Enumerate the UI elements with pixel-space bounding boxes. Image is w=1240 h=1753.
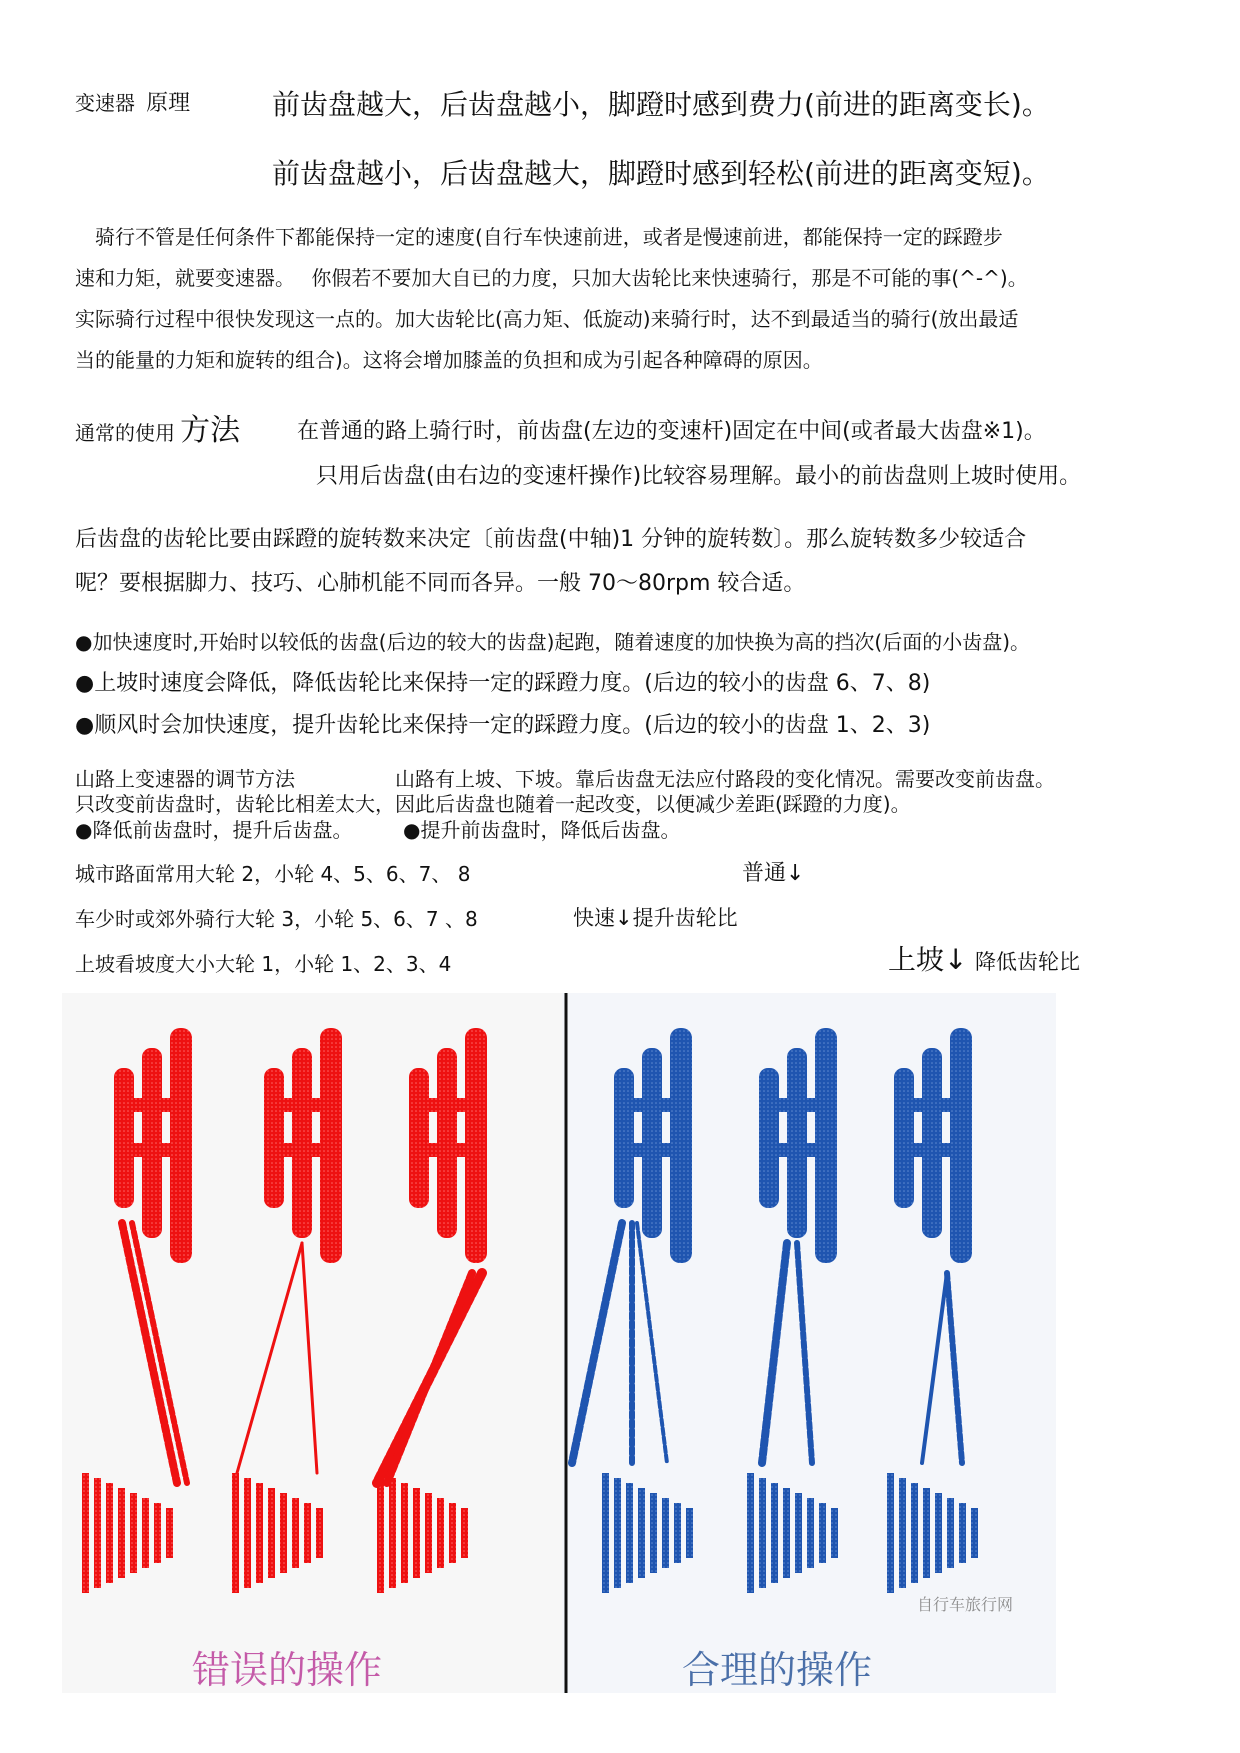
wrong-operation-label: 错误的操作 bbox=[192, 1648, 383, 1692]
usage-line-1: 在普通的路上骑行时，前齿盘(左边的变速杆)固定在中间(或者最大齿盘※1)。 bbox=[297, 419, 1046, 444]
principle-header bbox=[75, 86, 190, 117]
scenario-uphill-note: 降低齿轮比 bbox=[975, 950, 1080, 974]
scenario-suburb-mode: 快速↓提升齿轮比 bbox=[573, 906, 738, 930]
bullet-item: ●顺风时会加快速度，提升齿轮比来保持一定的踩蹬力度。(后边的较小的齿盘 1、2、3) bbox=[75, 713, 931, 738]
principle-label: 变速器 bbox=[75, 91, 135, 115]
intro-line: 骑行不管是任何条件下都能保持一定的速度(自行车快速前进，或者是慢速前进，都能保持一定的踩蹬步 bbox=[75, 225, 1003, 249]
principle-title: 原理 bbox=[146, 91, 191, 116]
scenario-uphill-mode: 上坡↓ bbox=[888, 943, 968, 976]
usage-header bbox=[75, 405, 240, 449]
cadence-paragraph bbox=[75, 518, 1175, 606]
gear-shifting-figure bbox=[62, 993, 1056, 1693]
intro-line: 实际骑行过程中很快发现这一点的。加大齿轮比(高力矩、低旋动)来骑行时，达不到最适当的骑行(放出最适 bbox=[75, 307, 1019, 331]
gear-diagram bbox=[62, 993, 1056, 1693]
intro-paragraph bbox=[75, 217, 1175, 381]
bullet-item: ●上坡时速度会降低，降低齿轮比来保持一定的踩蹬力度。(后边的较小的齿盘 6、7、8) bbox=[75, 671, 931, 696]
bullet-item: ●加快速度时,开始时以较低的齿盘(后边的较大的齿盘)起跑，随着速度的加快换为高的挡次(后面的小齿盘)。 bbox=[75, 630, 1031, 654]
watermark: 自行车旅行网 bbox=[917, 1595, 1014, 1614]
cadence-line: 呢？要根据脚力、技巧、心肺机能不同而各异。一般 70～80rpm 较合适。 bbox=[75, 571, 806, 596]
scenario-city-mode: 普通↓ bbox=[742, 861, 805, 886]
scenario-city: 城市路面常用大轮 2，小轮 4、5、6、7、 8 bbox=[75, 862, 471, 886]
principle-line-2: 前齿盘越小，后齿盘越大，脚蹬时感到轻松(前进的距离变短)。 bbox=[272, 157, 1050, 190]
cadence-line: 后齿盘的齿轮比要由踩蹬的旋转数来决定〔前齿盘(中轴)1 分钟的旋转数〕。那么旋转数多少较适合 bbox=[75, 527, 1027, 552]
scenario-uphill: 上坡看坡度大小大轮 1，小轮 1、2、3、4 bbox=[75, 952, 452, 976]
mountain-line-3b: ●提升前齿盘时，降低后齿盘。 bbox=[403, 818, 681, 842]
mountain-line-1: 山路有上坡、下坡。靠后齿盘无法应付路段的变化情况。需要改变前齿盘。 bbox=[395, 767, 1055, 791]
intro-line: 当的能量的力矩和旋转的组合)。这将会增加膝盖的负担和成为引起各种障碍的原因。 bbox=[75, 348, 823, 372]
mountain-title: 山路上变速器的调节方法 bbox=[75, 767, 295, 791]
usage-title: 方法 bbox=[180, 413, 241, 448]
usage-label: 通常的使用 bbox=[75, 421, 175, 445]
mountain-line-3a: ●降低前齿盘时，提升后齿盘。 bbox=[75, 818, 353, 842]
intro-line: 速和力矩，就要变速器。 你假若不要加大自已的力度，只加大齿轮比来快速骑行，那是不可能的事(^-^)。 bbox=[75, 266, 1028, 290]
mountain-line-2: 只改变前齿盘时，齿轮比相差太大，因此后齿盘也随着一起改变，以便减少差距(踩蹬的力度)。 bbox=[75, 792, 911, 816]
principle-line-1: 前齿盘越大，后齿盘越小，脚蹬时感到费力(前进的距离变长)。 bbox=[272, 88, 1050, 121]
scenario-suburb: 车少时或郊外骑行大轮 3，小轮 5、6、7 、8 bbox=[75, 907, 478, 931]
usage-line-2: 只用后齿盘(由右边的变速杆操作)比较容易理解。最小的前齿盘则上坡时使用。 bbox=[316, 464, 1082, 489]
right-operation-label: 合理的操作 bbox=[682, 1648, 873, 1692]
